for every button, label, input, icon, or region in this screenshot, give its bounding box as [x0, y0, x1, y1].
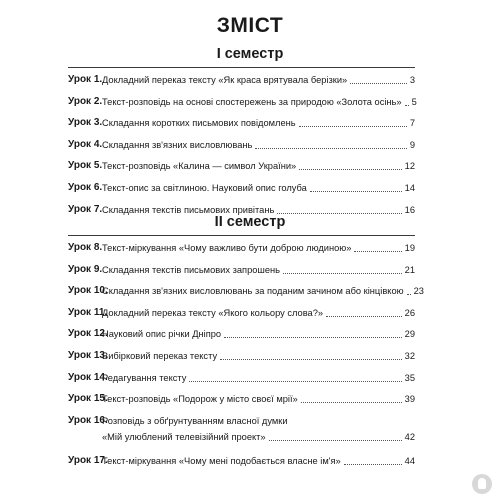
page-number: 29: [404, 329, 415, 340]
dot-leader: [326, 316, 402, 317]
semester-1-divider: [68, 67, 415, 68]
toc-entry: [68, 138, 415, 160]
page-number: 16: [404, 204, 415, 215]
page-number: 12: [404, 161, 415, 172]
page-number: 23: [413, 286, 424, 297]
lesson-number: Урок 10.: [68, 285, 108, 297]
dot-leader: [350, 83, 407, 84]
dot-leader: [299, 169, 401, 170]
lesson-title-line: Розповідь з обґрунтуванням власної думки: [102, 415, 288, 426]
semester-2-list: [68, 241, 424, 475]
page-title: ЗМІСТ: [216, 14, 284, 37]
lesson-number: Урок 7.: [68, 203, 103, 215]
dot-leader: [255, 148, 406, 149]
dot-leader: [310, 191, 402, 192]
lesson-title: Складання зв'язних висловлювань: [102, 139, 253, 150]
lesson-number: Урок 1.: [68, 74, 103, 85]
toc-entry: [68, 454, 415, 476]
toc-entry-line: [102, 327, 415, 341]
page-number: 44: [404, 455, 415, 466]
lesson-title: Докладний переказ тексту «Як краса врятувала берізки»: [102, 75, 348, 85]
toc-entry-line: [102, 284, 424, 298]
lesson-title: Складання коротких письмових повідомлень: [102, 118, 296, 129]
page-number: 42: [404, 431, 415, 442]
page-number: 26: [404, 307, 415, 318]
page-number: 35: [404, 372, 415, 383]
dot-leader: [283, 273, 402, 274]
toc-entry-line: [102, 138, 415, 152]
lesson-title: Вибірковий переказ тексту: [102, 350, 218, 361]
toc-entry-line: [102, 159, 415, 173]
lesson-number: Урок 16.: [68, 414, 108, 426]
lesson-title: Текст-розповідь на основі спостережень за природою «Золота осінь»: [102, 96, 402, 107]
lesson-number: Урок 4.: [68, 138, 103, 150]
toc-entry-line: [102, 263, 415, 277]
watermark-badge-icon: [472, 474, 492, 494]
toc-entry: [68, 263, 415, 285]
page-number: 39: [404, 394, 415, 405]
dot-leader: [269, 440, 402, 441]
lesson-number: Урок 3.: [68, 117, 103, 129]
page-number: 3: [409, 75, 415, 85]
page-number: 21: [404, 264, 415, 275]
toc-entry-line: [102, 73, 415, 87]
lesson-number: Урок 8.: [68, 242, 103, 253]
dot-leader: [224, 337, 402, 338]
dot-leader: [344, 464, 402, 465]
page-number: 9: [409, 139, 415, 150]
semester-2-heading: II семестр: [214, 214, 286, 230]
lesson-number: Урок 15.: [68, 393, 108, 405]
semester-2-divider: [68, 235, 415, 236]
lesson-number: Урок 5.: [68, 160, 103, 172]
lesson-title: Докладний переказ тексту «Якого кольору слова?»: [102, 307, 324, 318]
dot-leader: [301, 402, 402, 403]
lesson-title: Текст-міркування «Чому мені подобається власне ім'я»: [102, 455, 341, 466]
toc-entry-line: [102, 430, 415, 444]
lesson-number: Урок 17.: [68, 454, 108, 466]
toc-entry-line: [102, 241, 415, 255]
lesson-number: Урок 2.: [68, 95, 103, 107]
toc-entry-line: [102, 454, 415, 468]
lesson-number: Урок 6.: [68, 181, 103, 193]
toc-entry-line: [102, 349, 415, 363]
lesson-number: Урок 12.: [68, 328, 108, 340]
dot-leader: [189, 381, 401, 382]
toc-entry-line: [102, 181, 415, 195]
lesson-number: Урок 11.: [68, 306, 108, 318]
toc-entry: [68, 284, 424, 306]
dot-leader: [407, 294, 411, 295]
lesson-title: Складання текстів письмових запрошень: [102, 264, 281, 275]
toc-entry: [68, 306, 415, 328]
toc-entry: [68, 349, 415, 371]
lesson-title: Текст-міркування «Чому важливо бути доброю людиною»: [102, 243, 352, 253]
toc-entry: [68, 414, 415, 454]
lesson-number: Урок 9.: [68, 263, 103, 275]
dot-leader: [354, 251, 401, 252]
dot-leader: [405, 105, 409, 106]
toc-entry-line: [102, 306, 415, 320]
lesson-title: Редагування тексту: [102, 372, 187, 383]
lesson-number: Урок 13.: [68, 349, 108, 361]
toc-entry: [68, 241, 415, 263]
toc-entry: [68, 159, 415, 181]
toc-entry-line: [102, 371, 415, 385]
page-number: 14: [404, 182, 415, 193]
dot-leader: [220, 359, 402, 360]
lesson-title: Складання текстів письмових привітань: [102, 204, 275, 215]
lesson-title: Науковий опис річки Дніпро: [102, 329, 222, 340]
toc-entry-line: [102, 392, 415, 406]
semester-1-heading: І семестр: [216, 46, 284, 62]
toc-entry: [68, 371, 415, 393]
toc-entry: [68, 327, 415, 349]
lesson-title: Текст-розповідь «Подорож у місто своєї мрії»: [102, 394, 298, 405]
toc-entry: [68, 181, 415, 203]
lesson-title: Текст-опис за світлиною. Науковий опис голуба: [102, 182, 307, 193]
toc-entry-line: [102, 95, 415, 109]
toc-entry: [68, 95, 415, 117]
semester-1-list: [68, 73, 415, 224]
toc-entry: [68, 73, 415, 95]
toc-entry-line: [102, 116, 415, 130]
page-number: 7: [409, 118, 415, 129]
lesson-title: Текст-розповідь «Калина — символ України»: [102, 161, 297, 172]
toc-entry: [68, 392, 415, 414]
toc-entry: [68, 116, 415, 138]
page-number: 5: [411, 96, 417, 107]
lesson-number: Урок 14.: [68, 371, 108, 383]
page-number: 32: [404, 350, 415, 361]
dot-leader: [299, 126, 407, 127]
lesson-title: Складання зв'язних висловлювань за поданим зачином або кінцівкою: [102, 286, 404, 297]
lesson-title: «Мій улюблений телевізійний проект»: [102, 431, 266, 442]
page-number: 19: [404, 243, 415, 253]
